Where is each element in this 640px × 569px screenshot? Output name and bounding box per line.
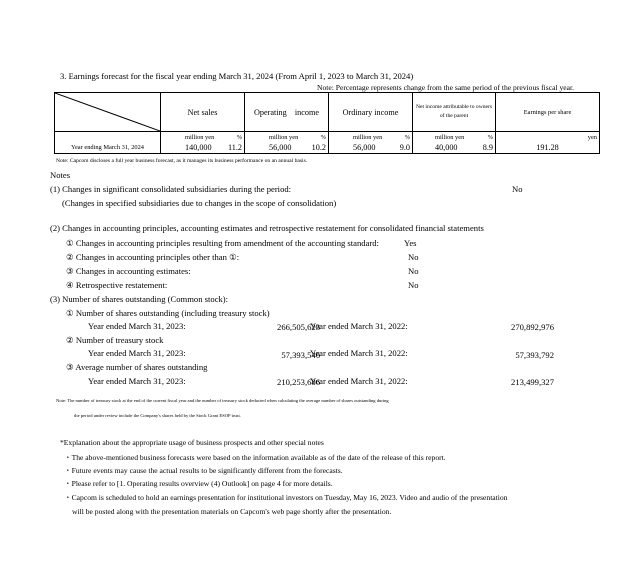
- shares-value-2023: 266,505,623: [277, 322, 320, 332]
- pct-net-income: 8.9: [482, 143, 493, 152]
- shares-group-heading: ② Number of treasury stock: [66, 335, 164, 345]
- value-eps: 191.28: [536, 143, 559, 152]
- shares-value-2022: 270,892,976: [511, 322, 554, 332]
- units-label-cell: [55, 132, 161, 143]
- explanation-bullet: ・Future events may cause the actual results to be significantly different from the forecasts.: [64, 466, 343, 475]
- shares-value-2022: 213,499,327: [511, 377, 554, 387]
- explanation-continuation: will be posted along with the presentation materials on Capcom's web page shortly after the presentation.: [72, 507, 392, 516]
- item2-line-value: No: [408, 252, 419, 262]
- pct-net-sales: 11.2: [227, 143, 242, 152]
- shares-label-2022: Year ended March 31, 2022:: [310, 376, 408, 386]
- item2-line-label: ② Changes in accounting principles other than ①:: [66, 252, 240, 262]
- row-label: Year ending March 31, 2024: [55, 142, 161, 154]
- item2-line-label: ① Changes in accounting principles resulting from amendment of the accounting standard:: [66, 238, 379, 248]
- value-net-income: 40,000: [435, 143, 458, 152]
- header-net-sales: Net sales: [161, 93, 245, 132]
- shares-value-2023: 57,393,546: [281, 350, 320, 360]
- shares-value-2023: 210,253,686: [277, 377, 320, 387]
- shares-label-2023: Year ended March 31, 2023:: [88, 348, 186, 358]
- item1-sub: (Changes in specified subsidiaries due to changes in the scope of consolidation): [62, 198, 337, 208]
- forecast-note: Note: Capcom discloses a full year business forecast, as it manages its business performance on an annual basis.: [56, 158, 308, 164]
- item2-line-value: No: [408, 280, 419, 290]
- explanation-bullet: ・Capcom is scheduled to hold an earnings presentation for institutional investors on Tuesday, May 16, 2023. Video and audio of the presentation: [64, 493, 508, 502]
- unit-label: million yen: [185, 133, 215, 141]
- value-net-sales: 140,000: [185, 143, 212, 152]
- pct-operating-income: 10.2: [311, 143, 326, 152]
- item1-title: (1) Changes in significant consolidated subsidiaries during the period:: [50, 184, 292, 194]
- explanation-bullet: ・Please refer to [1. Operating results overview (4) Outlook] on page 4 for more details.: [64, 479, 333, 488]
- table-note: Note: Percentage represents change from the same period of the previous fiscal year.: [316, 83, 574, 92]
- unit-pct: %: [487, 133, 493, 141]
- unit-pct: %: [236, 133, 242, 141]
- shares-label-2023: Year ended March 31, 2023:: [88, 321, 186, 331]
- header-net-income: Net income attributable to owners of the parent: [413, 93, 496, 132]
- item2-line-label: ③ Changes in accounting estimates:: [66, 266, 191, 276]
- treasury-note: Note: The number of treasury stock at the end of the current fiscal year and the number of treasury stock deducted when calculating the average number of shares outstanding during: [56, 398, 389, 403]
- header-ordinary-income: Ordinary income: [329, 93, 413, 132]
- item2-title: (2) Changes in accounting principles, accounting estimates and retrospective restatement for consolidated financial statements: [50, 223, 484, 233]
- shares-group-heading: ① Number of shares outstanding (including treasury stock): [66, 308, 270, 318]
- item2-line-value: Yes: [404, 238, 417, 248]
- header-eps: Earnings per share: [496, 93, 600, 132]
- table-corner-diagonal: [55, 93, 161, 132]
- shares-label-2022: Year ended March 31, 2022:: [310, 321, 408, 331]
- shares-label-2022: Year ended March 31, 2022:: [310, 348, 408, 358]
- section-title: 3. Earnings forecast for the fiscal year ending March 31, 2024 (From April 1, 2023 to March 31, 2024): [60, 71, 414, 81]
- unit-pct: %: [404, 133, 410, 141]
- treasury-note-continuation: the period under review include the Company's shares held by the Stock Grant ESOP trust.: [74, 413, 241, 418]
- item2-line-value: No: [408, 266, 419, 276]
- unit-yen: yen: [587, 133, 597, 141]
- unit-label: million yen: [435, 133, 465, 141]
- shares-value-2022: 57,393,792: [515, 350, 554, 360]
- unit-label: million yen: [269, 133, 299, 141]
- item1-value: No: [512, 184, 523, 194]
- value-ordinary-income: 56,000: [353, 143, 376, 152]
- explanation-bullet: ・The above-mentioned business forecasts were based on the information available as of the date of the release of this report.: [64, 453, 446, 462]
- shares-label-2023: Year ended March 31, 2023:: [88, 376, 186, 386]
- header-operating-income: Operating income: [245, 93, 329, 132]
- explanation-heading: *Explanation about the appropriate usage of business prospects and other special notes: [60, 438, 324, 447]
- earnings-forecast-table: [54, 92, 600, 154]
- value-operating-income: 56,000: [269, 143, 292, 152]
- item2-line-label: ④ Retrospective restatement:: [66, 280, 168, 290]
- unit-label: million yen: [353, 133, 383, 141]
- pct-ordinary-income: 9.0: [399, 143, 410, 152]
- shares-group-heading: ③ Average number of shares outstanding: [66, 362, 208, 372]
- notes-heading: Notes: [50, 170, 71, 180]
- item3-title: (3) Number of shares outstanding (Common stock):: [50, 294, 229, 304]
- unit-pct: %: [320, 133, 326, 141]
